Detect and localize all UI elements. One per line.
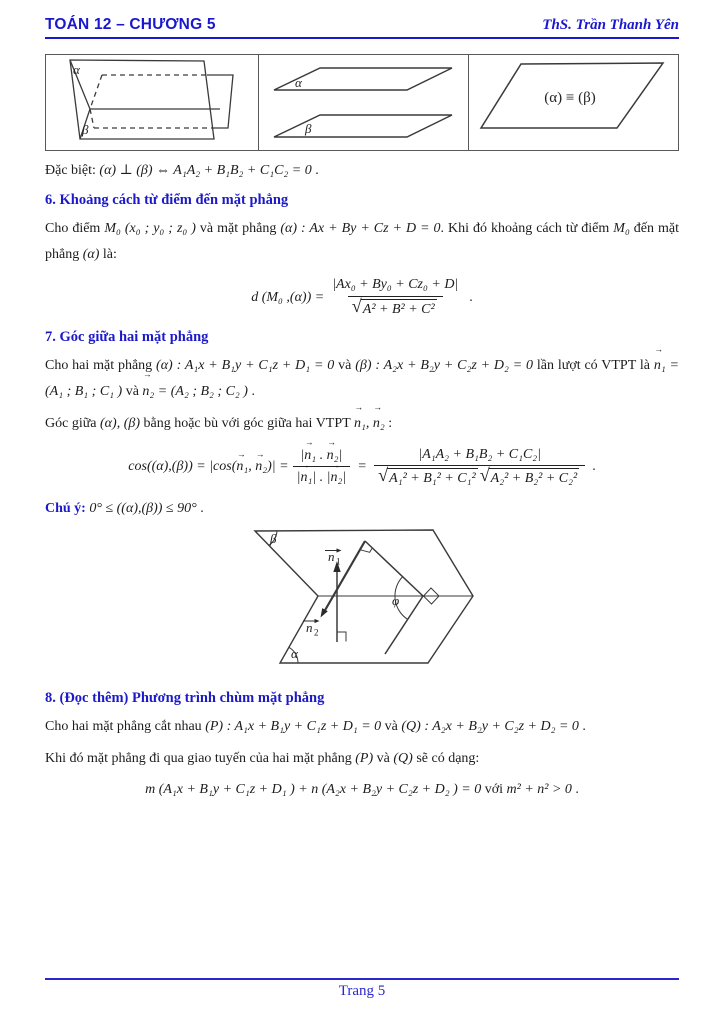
beta-label: β [304,121,311,136]
header-rule [45,37,679,39]
plane-beta-visible-edge [207,75,233,128]
fraction-coefficients [374,446,585,490]
figure-dihedral-angle [45,526,679,681]
alpha-label: α [291,645,298,661]
page-header [45,16,679,34]
alpha-label: α [72,62,80,77]
figure-parallel-planes [259,55,469,150]
n1-label: n [328,548,335,564]
n2-subscript: 2 [314,627,319,638]
formula-body: m (A₁x + B₁y + C₁z + D₁ ) + n (A₂x + B₂y + C₂z + D₂ ) = 0 với m² + n² > 0 . [145,781,579,797]
formula-period: . [592,459,596,475]
doc-author: ThS. Trần Thanh Yên [542,17,679,33]
n1-subscript: 1 [336,556,341,567]
section-8-paragraph-2: Khi đó mặt phẳng đi qua giao tuyến của hai mặt phẳng (P) và (Q) sẽ có dạng: [45,751,480,767]
hidden-edges [90,75,212,128]
fraction-numerator: |n₁ → . n₂ →| [296,447,346,467]
distance-formula [45,276,679,320]
radicand: A₁² + B₁² + C₁² [387,468,478,489]
parallel-planes-drawing [260,56,468,149]
section-8-heading: 8. (Đọc thêm) Phương trình chùm mặt phẳng [45,689,325,706]
equals-sign: = [358,459,367,475]
section-7-paragraph-1: Cho hai mặt phẳng (α) : A₁x + B₁y + C₁z + D₁ = 0 và (β) : A₂x + B₂y + C₂z + D₂ = 0 lần lượt có VTPT là n₁ → = (A₁ ; B₁ ; C₁ ) và n₂ → = (A₂ ; B₂ ; C₂ ) . [45,353,679,404]
section-8-paragraph-1: Cho hai mặt phẳng cắt nhau (P) : A₁x + B₁y + C₁z + D₁ = 0 và (Q) : A₂x + B₂y + C₂z + D₂ = 0 . [45,718,586,734]
radicand: A² + B² + C² [361,299,437,320]
fraction-numerator: |A₁A₂ + B₁B₂ + C₁C₂| [418,446,542,462]
phi-label: φ [392,592,400,608]
ray-in-alpha [385,596,423,654]
square-root [351,296,437,320]
fraction-numerator: |Ax₀ + By₀ + Cz₀ + D| [332,277,459,293]
figure-intersecting-planes [46,55,259,150]
radicand: A₂² + B₂² + C₂² [489,468,580,489]
section-7-paragraph-2: Góc giữa (α), (β) bằng hoặc bù với góc giữa hai VTPT n₁ →, n₂ → : [45,411,679,436]
beta-label: β [81,122,88,137]
radical-sign: √ [378,465,389,486]
coincident-planes-drawing [469,56,678,149]
n1-label-arrowhead [337,548,342,552]
formula-lhs: d (M₀ ,(α)) = [251,289,325,305]
beta-label: β [270,530,277,546]
coincident-label: (α) ≡ (β) [544,90,596,106]
dihedral-angle-drawing [202,526,562,676]
note-line: Chú ý: 0° ≤ ((α),(β)) ≤ 90° . [45,501,204,517]
planes-figure-table [45,54,679,151]
fraction [328,276,462,320]
square-root-2 [479,465,580,489]
plane-beta-outline [274,115,452,137]
planes-outline [255,530,473,663]
fraction-denominator: | n₁ → | . | n₂ → | [293,466,351,488]
formula-period: . [469,289,473,305]
special-note: Đặc biệt: (α) ⊥ (β) ⇔ A₁A₂ + B₁B₂ + C₁C₂ = 0 . [45,163,319,178]
n2-label: n [306,619,313,635]
ray-in-beta [365,541,423,596]
plane-alpha-outline [70,60,214,139]
doc-title: TOÁN 12 – CHƯƠNG 5 [45,16,216,33]
pencil-of-planes-formula [45,781,679,800]
formula-lhs: cos((α),(β)) = |cos(n₁ →, n₂ →)| = [128,458,288,477]
figure-coincident-planes [469,55,678,150]
fraction-denominator [348,296,443,320]
section-6-heading: 6. Khoảng cách từ điểm đến mặt phẳng [45,192,289,209]
n2-label-arrowhead [315,619,320,623]
intersecting-planes-drawing [47,56,258,149]
cosine-formula [45,446,679,490]
radical-sign: √ [479,465,490,486]
alpha-label: α [294,75,302,90]
section-7-heading: 7. Góc giữa hai mặt phẳng [45,329,209,346]
radical-sign: √ [351,296,362,317]
page-number: Trang 5 [338,983,386,999]
fraction-vectors [293,447,351,489]
right-angle-mark-bottom [337,632,346,642]
footer-rule [45,978,679,980]
fraction-denominator [374,465,585,489]
section-6-paragraph: Cho điểm M₀ (x₀ ; y₀ ; z₀ ) và mặt phẳng (α) : Ax + By + Cz + D = 0. Khi đó khoảng cách từ điểm M₀ đến mặt phẳng (α) là: [45,221,679,262]
square-root-1 [378,465,478,489]
